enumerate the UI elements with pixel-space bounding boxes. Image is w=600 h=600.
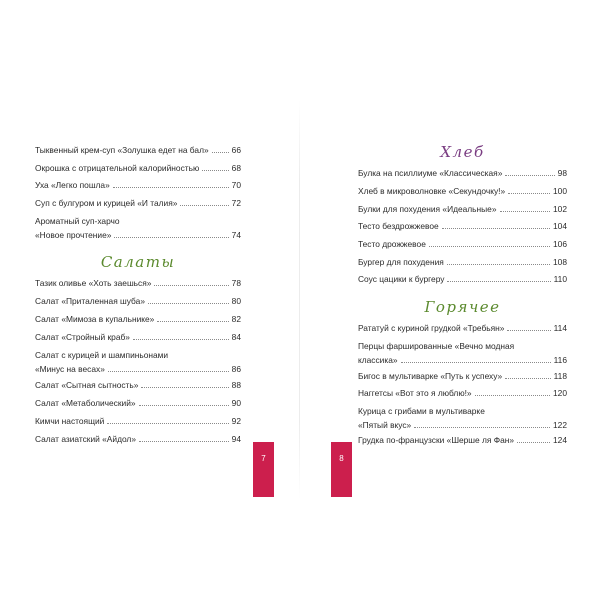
entry-title: Хлеб в микроволновке «Секундочку!» xyxy=(358,186,506,196)
toc-entry[interactable] xyxy=(35,277,241,291)
dot-leader xyxy=(505,175,554,176)
entry-title: Салат азиатский «Айдол» xyxy=(35,434,136,444)
entry-title: Салат «Сытная сытность» xyxy=(35,380,139,390)
entry-page: 70 xyxy=(231,180,241,190)
dot-leader xyxy=(508,193,550,194)
entry-page: 66 xyxy=(231,145,241,155)
dot-leader xyxy=(500,211,551,212)
toc-entry[interactable] xyxy=(358,203,567,217)
dot-leader xyxy=(113,187,229,188)
dot-leader xyxy=(442,228,550,229)
dot-leader xyxy=(114,237,228,238)
entry-title: Суп с булгуром и курицей «И талия» xyxy=(35,198,178,208)
entry-title: «Новое прочтение» xyxy=(35,229,112,240)
entry-page: 80 xyxy=(231,296,241,306)
section-heading-hot: Горячее xyxy=(424,298,501,316)
entry-title: Уха «Легко пошла» xyxy=(35,180,110,190)
entry-page: 106 xyxy=(553,239,567,249)
entry-page: 98 xyxy=(557,168,567,178)
toc-entry[interactable] xyxy=(35,179,241,193)
dot-leader xyxy=(414,427,550,428)
dot-leader xyxy=(180,205,228,206)
entry-page: 124 xyxy=(553,435,567,445)
dot-leader xyxy=(139,405,229,406)
entry-title: Бургер для похудения xyxy=(358,257,444,267)
dot-leader xyxy=(108,371,229,372)
entry-title: Салат «Стройный краб» xyxy=(35,332,130,342)
toc-entry[interactable] xyxy=(358,220,567,234)
entry-title: Булка на псиллиуме «Классическая» xyxy=(358,168,503,178)
entry-title: Окрошка с отрицательной калорийностью xyxy=(35,163,200,173)
toc-entry[interactable] xyxy=(358,238,567,252)
section-heading-bread: Хлеб xyxy=(440,143,485,161)
entry-page: 86 xyxy=(231,363,241,374)
toc-entry[interactable] xyxy=(35,313,241,327)
entry-page: 84 xyxy=(231,332,241,342)
entry-title: Тыквенный крем-суп «Золушка едет на бал» xyxy=(35,145,209,155)
entry-page: 108 xyxy=(553,257,567,267)
dot-leader xyxy=(202,170,228,171)
entry-page: 74 xyxy=(231,229,241,240)
dot-leader xyxy=(148,303,229,304)
dot-leader xyxy=(517,442,550,443)
entry-page: 78 xyxy=(231,278,241,288)
entry-title: Салат «Мимоза в купальнике» xyxy=(35,314,155,324)
dot-leader xyxy=(401,362,551,363)
dot-leader xyxy=(447,264,550,265)
toc-entry[interactable] xyxy=(358,185,567,199)
entry-page: 88 xyxy=(231,380,241,390)
entry-title: Бигос в мультиварке «Путь к успеху» xyxy=(358,371,503,381)
toc-entry[interactable] xyxy=(358,273,567,287)
entry-page: 116 xyxy=(553,354,567,365)
entry-title: Наггетсы «Вот это я люблю!» xyxy=(358,388,472,398)
toc-entry[interactable] xyxy=(35,331,241,345)
toc-entry[interactable] xyxy=(35,295,241,309)
toc-entry[interactable] xyxy=(35,379,241,393)
toc-entry[interactable] xyxy=(35,215,241,242)
dot-leader xyxy=(447,281,550,282)
entry-page: 120 xyxy=(553,388,567,398)
entry-title: классика» xyxy=(358,354,398,365)
entry-title: Кимчи настоящий xyxy=(35,416,105,426)
dot-leader xyxy=(157,321,228,322)
entry-page: 72 xyxy=(231,198,241,208)
dot-leader xyxy=(107,423,228,424)
entry-title-line1: Ароматный суп-харчо xyxy=(35,216,120,226)
entry-title: Грудка по-французски «Шерше ля Фан» xyxy=(358,435,515,445)
dot-leader xyxy=(505,378,550,379)
toc-entry[interactable] xyxy=(358,370,567,384)
toc-entry[interactable] xyxy=(358,322,567,336)
toc-entry[interactable] xyxy=(35,415,241,429)
entry-title-line1: Салат с курицей и шампиньонами xyxy=(35,350,169,360)
entry-title: Булки для похудения «Идеальные» xyxy=(358,204,497,214)
toc-entry[interactable] xyxy=(358,434,567,448)
dot-leader xyxy=(154,285,228,286)
entry-page: 90 xyxy=(231,398,241,408)
entry-title: Рататуй с куриной грудкой «Требьян» xyxy=(358,323,505,333)
entry-title: Соус цацики к бургеру xyxy=(358,274,445,284)
toc-entry[interactable] xyxy=(35,144,241,158)
page-number-tab: 8 xyxy=(331,442,352,497)
toc-entry[interactable] xyxy=(35,197,241,211)
toc-entry[interactable] xyxy=(35,433,241,447)
entry-title: «Минус на весах» xyxy=(35,363,105,374)
entry-page: 94 xyxy=(231,434,241,444)
dot-leader xyxy=(475,395,550,396)
dot-leader xyxy=(133,339,229,340)
entry-page: 114 xyxy=(553,323,567,333)
entry-page: 82 xyxy=(231,314,241,324)
dot-leader xyxy=(139,441,229,442)
entry-title: Тесто бездрожжевое xyxy=(358,221,439,231)
dot-leader xyxy=(212,152,229,153)
toc-entry[interactable] xyxy=(358,340,567,367)
entry-title-line1: Курица с грибами в мультиварке xyxy=(358,406,485,416)
toc-entry[interactable] xyxy=(35,397,241,411)
entry-page: 100 xyxy=(553,186,567,196)
toc-entry[interactable] xyxy=(358,387,567,401)
entry-page: 118 xyxy=(553,371,567,381)
toc-entry[interactable] xyxy=(358,256,567,270)
toc-entry[interactable] xyxy=(358,167,567,181)
toc-entry[interactable] xyxy=(35,162,241,176)
entry-title-line1: Перцы фаршированные «Вечно модная xyxy=(358,341,515,351)
toc-entry[interactable] xyxy=(35,349,241,376)
entry-page: 68 xyxy=(231,163,241,173)
entry-title: Тесто дрожжевое xyxy=(358,239,426,249)
dot-leader xyxy=(141,387,228,388)
entry-page: 122 xyxy=(553,419,567,430)
right-page xyxy=(300,0,600,600)
entry-page: 102 xyxy=(553,204,567,214)
dot-leader xyxy=(429,246,550,247)
entry-page: 110 xyxy=(553,274,567,284)
dot-leader xyxy=(507,330,550,331)
entry-page: 92 xyxy=(231,416,241,426)
page-number-tab: 7 xyxy=(253,442,274,497)
section-heading-salads: Салаты xyxy=(100,253,176,271)
entry-page: 104 xyxy=(553,221,567,231)
entry-title: Салат «Метаболический» xyxy=(35,398,136,408)
entry-title: Тазик оливье «Хоть заешься» xyxy=(35,278,152,288)
entry-title: «Пятый вкус» xyxy=(358,419,412,430)
entry-title: Салат «Приталенная шуба» xyxy=(35,296,145,306)
toc-entry[interactable] xyxy=(358,405,567,432)
